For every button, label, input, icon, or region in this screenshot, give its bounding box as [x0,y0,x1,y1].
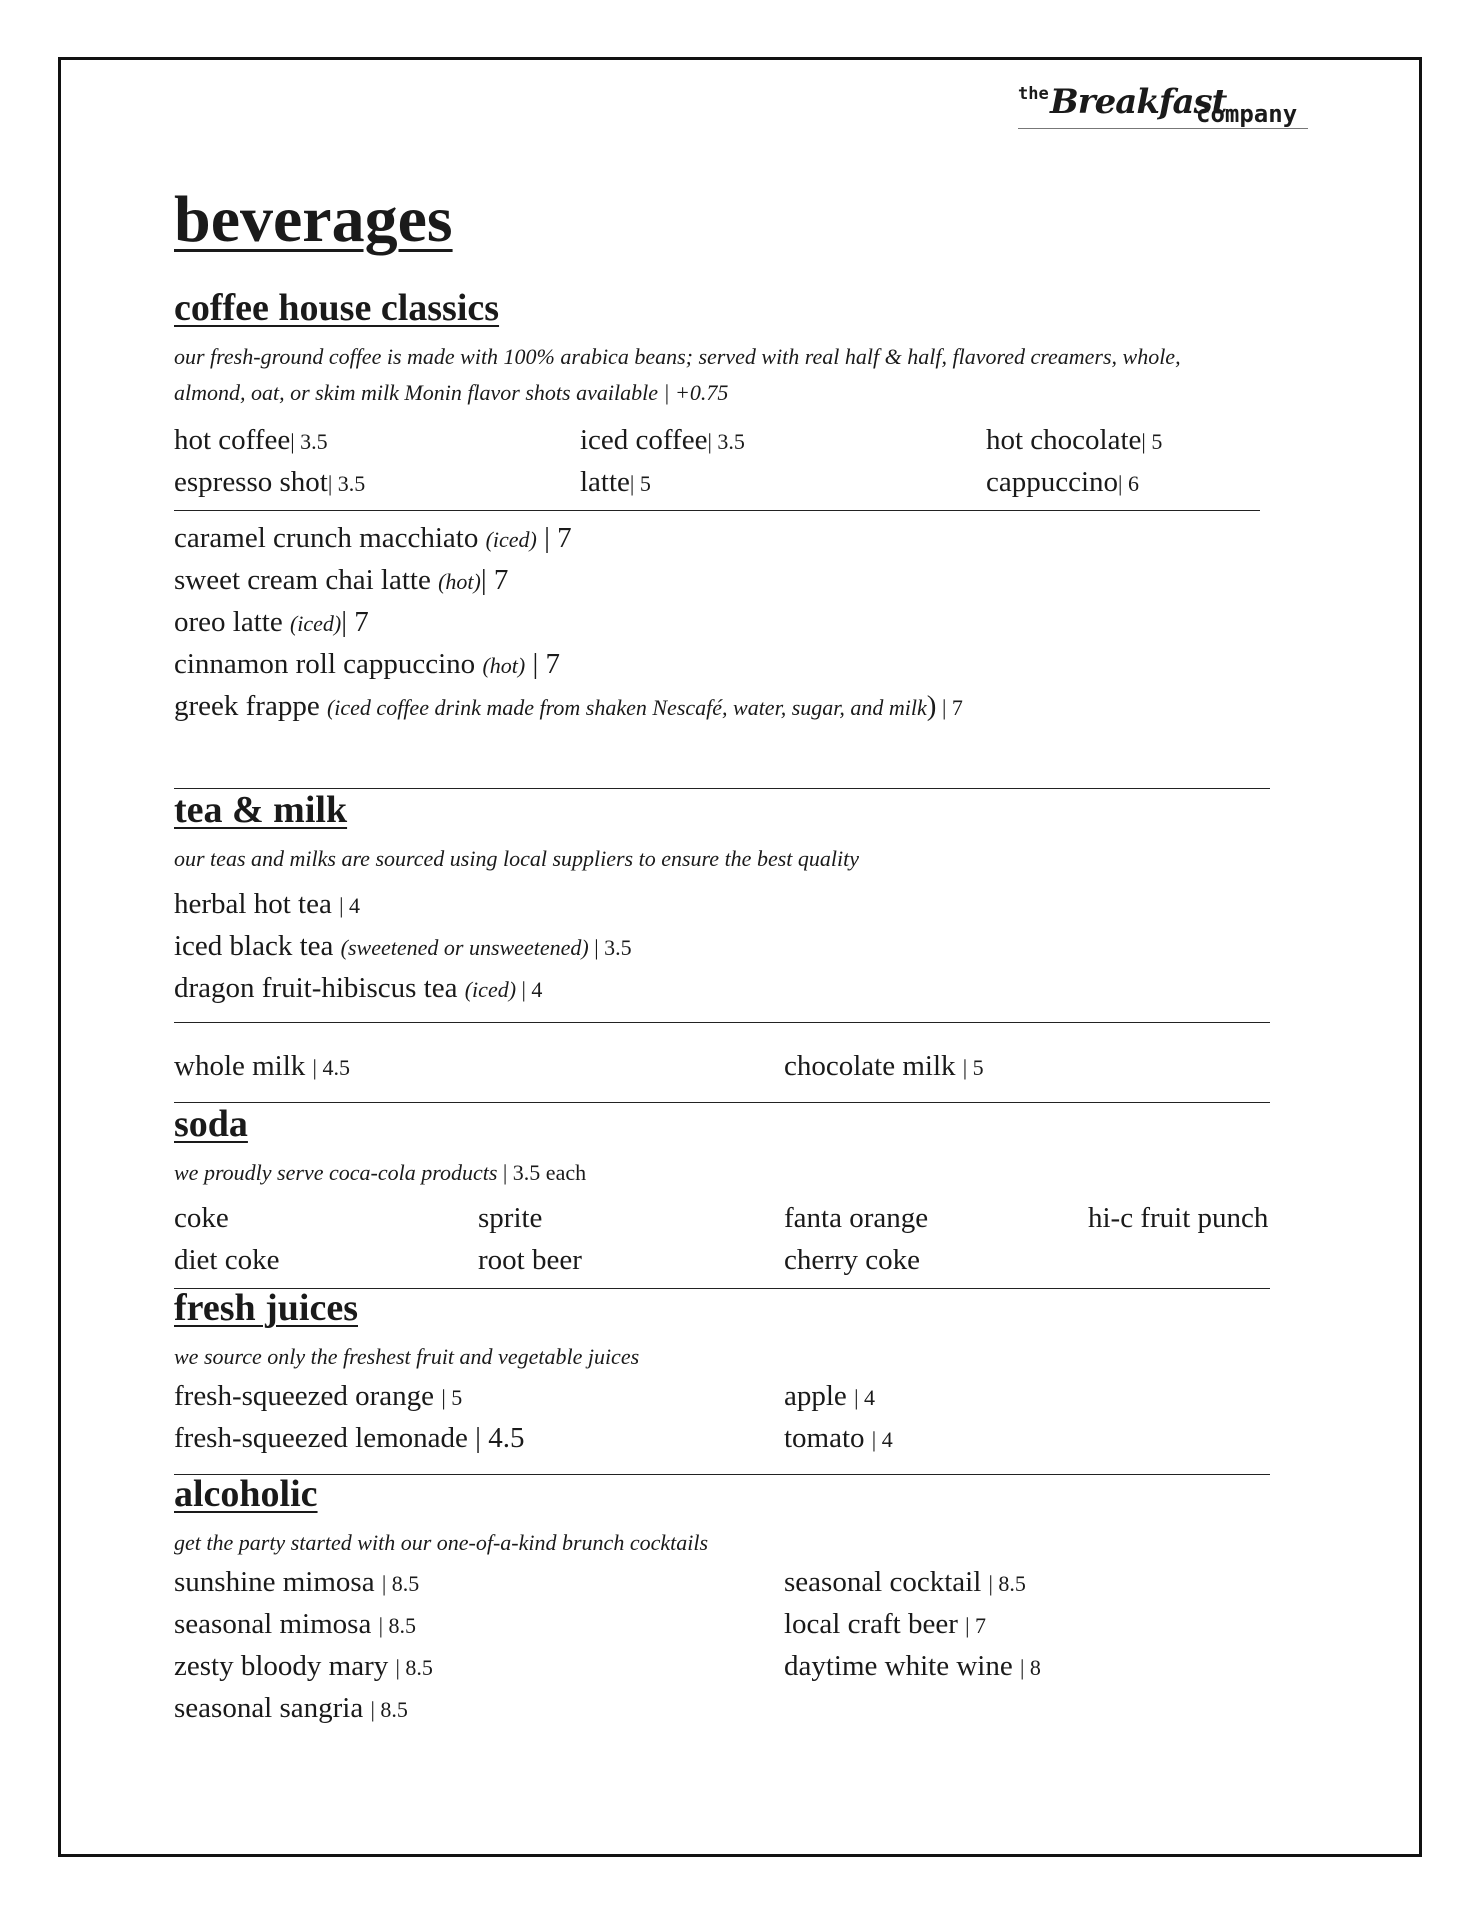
coffee-description-line1: our fresh-ground coffee is made with 100% arabica beans; served with real half & half, flavored creamers, whole, [174,344,1181,369]
menu-item: apple | 4 [784,1380,875,1412]
menu-item: iced black tea (sweetened or unsweetened) | 3.5 [174,930,632,962]
menu-item: whole milk | 4.5 [174,1050,350,1082]
menu-item: tomato | 4 [784,1422,893,1454]
menu-item: fresh-squeezed lemonade | 4.5 [174,1422,525,1454]
alcoholic-description: get the party started with our one-of-a-kind brunch cocktails [174,1530,709,1555]
menu-item: hi-c fruit punch [1088,1202,1269,1234]
section-title-soda: soda [174,1103,248,1145]
soda-description: we proudly serve coca-cola products | 3.5 each [174,1160,587,1185]
menu-item: herbal hot tea | 4 [174,888,360,920]
menu-item: dragon fruit-hibiscus tea (iced) | 4 [174,972,543,1004]
menu-item: sunshine mimosa | 8.5 [174,1566,420,1598]
menu-item: greek frappe (iced coffee drink made from shaken Nescafé, water, sugar, and milk) | 7 [174,690,963,722]
section-title-coffee: coffee house classics [174,287,500,329]
menu-item: sprite [478,1202,543,1234]
divider [174,1474,1270,1475]
menu-item: fresh-squeezed orange | 5 [174,1380,463,1412]
menu-item: zesty bloody mary | 8.5 [174,1650,433,1682]
menu-item: espresso shot| 3.5 [174,466,366,498]
section-title-juices: fresh juices [174,1287,358,1329]
coffee-description-line2: almond, oat, or skim milk Monin flavor shots available | +0.75 [174,380,729,405]
juices-description: we source only the freshest fruit and vegetable juices [174,1344,640,1369]
page-title: beverages [174,183,453,256]
logo-underline [1018,128,1308,129]
tea-description: our teas and milks are sourced using local suppliers to ensure the best quality [174,846,859,871]
menu-item: hot chocolate| 5 [986,424,1163,456]
menu-item: fanta orange [784,1202,929,1234]
menu-item: diet coke [174,1244,280,1276]
menu-item: seasonal cocktail | 8.5 [784,1566,1026,1598]
menu-item: seasonal sangria | 8.5 [174,1692,408,1724]
menu-item: cinnamon roll cappuccino (hot) | 7 [174,648,561,680]
section-title-tea: tea & milk [174,789,348,831]
divider [174,1022,1270,1023]
divider [174,1102,1270,1103]
menu-item: iced coffee| 3.5 [580,424,745,456]
menu-item: daytime white wine | 8 [784,1650,1041,1682]
section-title-alcoholic: alcoholic [174,1473,318,1515]
menu-item: cappuccino| 6 [986,466,1139,498]
divider [174,510,1260,511]
menu-item: latte| 5 [580,466,651,498]
logo-the: the [1018,84,1049,104]
menu-item: cherry coke [784,1244,921,1276]
logo-breakfast: Breakfast [1050,82,1227,122]
logo-company: company [1196,100,1298,128]
menu-item: hot coffee| 3.5 [174,424,328,456]
menu-item: chocolate milk | 5 [784,1050,984,1082]
menu-item: sweet cream chai latte (hot)| 7 [174,564,509,596]
menu-item: caramel crunch macchiato (iced) | 7 [174,522,572,554]
menu-item: local craft beer | 7 [784,1608,987,1640]
menu-item: seasonal mimosa | 8.5 [174,1608,416,1640]
menu-item: oreo latte (iced)| 7 [174,606,369,638]
menu-item: coke [174,1202,229,1234]
menu-item: root beer [478,1244,582,1276]
